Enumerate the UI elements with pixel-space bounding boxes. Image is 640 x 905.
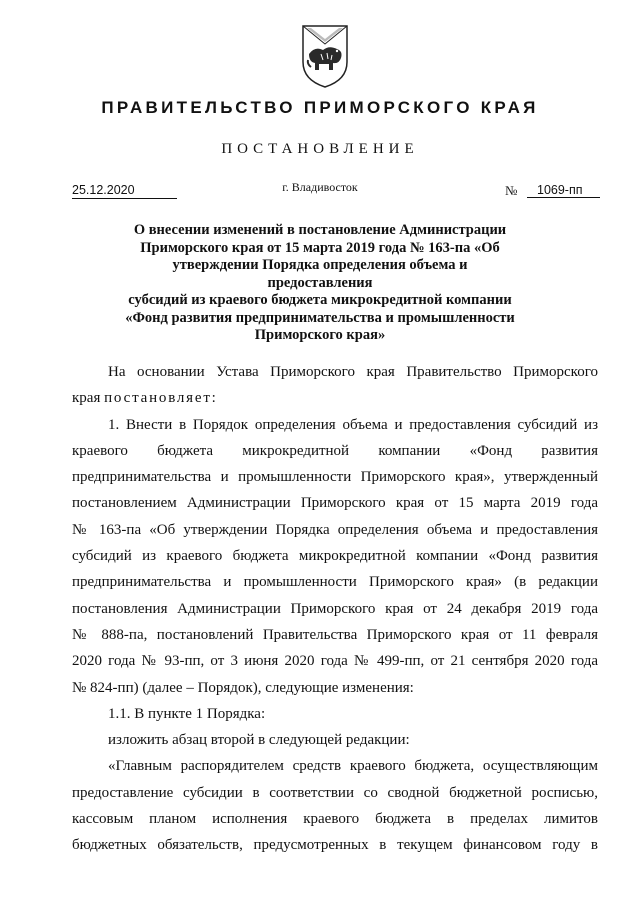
subject-line: утверждении Порядка определения объема и предоставления [172,257,468,291]
body-line: изложить абзац второй в следующей редакции: [108,732,410,749]
government-title: ПРАВИТЕЛЬСТВО ПРИМОРСКОГО КРАЯ [101,98,539,117]
coat-of-arms-emblem [299,20,351,90]
document-number [505,183,600,199]
number-sign: № [505,183,518,198]
document-date: 25.12.2020 [72,183,177,199]
body-line: 1.1. В пункте 1 Порядка: [108,705,266,722]
body-line: субсидий из краевого бюджета микрокредитной компании «Фонд развития [72,548,598,565]
body-line: № 824-пп) (далее – Порядок), следующие изменения: [72,679,414,696]
body-line: предпринимательства и промышленности Приморского края», утвержденный [72,469,598,486]
number-value: 1069-пп [527,183,600,198]
body-line: бюджетных обязательств, предусмотренных в текущем финансовом году в [72,837,598,854]
subject-line: О внесении изменений в постановление Администрации [133,222,507,238]
body-line: «Главным распорядителем средств краевого бюджета, осуществляющим [108,758,598,775]
body-line: предоставление субсидии в соответствии со сводной бюджетной росписью, [72,784,598,801]
document-city: г. Владивосток [282,180,358,194]
document-subject [120,222,520,345]
body-line [72,385,598,411]
body-line: № 888-па, постановлений Правительства Приморского края от 11 февраля [72,626,598,643]
body-line: предпринимательства и промышленности Приморского края» (в редакции [72,574,598,591]
body-line: краевого бюджета микрокредитной компании «Фонд развития [72,442,598,459]
body-line: постановлением Администрации Приморского края от 15 марта 2019 года [72,495,598,512]
body-line: кассовым планом исполнения краевого бюджета в пределах лимитов [72,811,598,828]
body-line: № 163-па «Об утверждении Порядка определения объема и предоставления [72,521,598,538]
subject-line: субсидий из краевого бюджета микрокредитной компании [128,292,512,308]
subject-line: Приморского края» [254,327,386,343]
body-text: края [72,390,105,407]
document-body [72,359,598,859]
body-line: 2020 года № 93-пп, от 3 июня 2020 года № 499-пп, от 21 сентября 2020 года [72,653,598,670]
body-line: постановления Администрации Приморского края от 24 декабря 2019 года [72,600,598,617]
resolution-keyword: постановляет: [104,390,218,407]
subject-line: «Фонд развития предпринимательства и промышленности [125,309,515,326]
subject-line: Приморского края от 15 марта 2019 года № 163-па «Об [140,239,500,256]
body-line: 1. Внести в Порядок определения объема и предоставления субсидий из [108,416,598,433]
body-line: На основании Устава Приморского края Правительство Приморского [108,364,598,380]
document-type: ПОСТАНОВЛЕНИЕ [221,141,419,157]
